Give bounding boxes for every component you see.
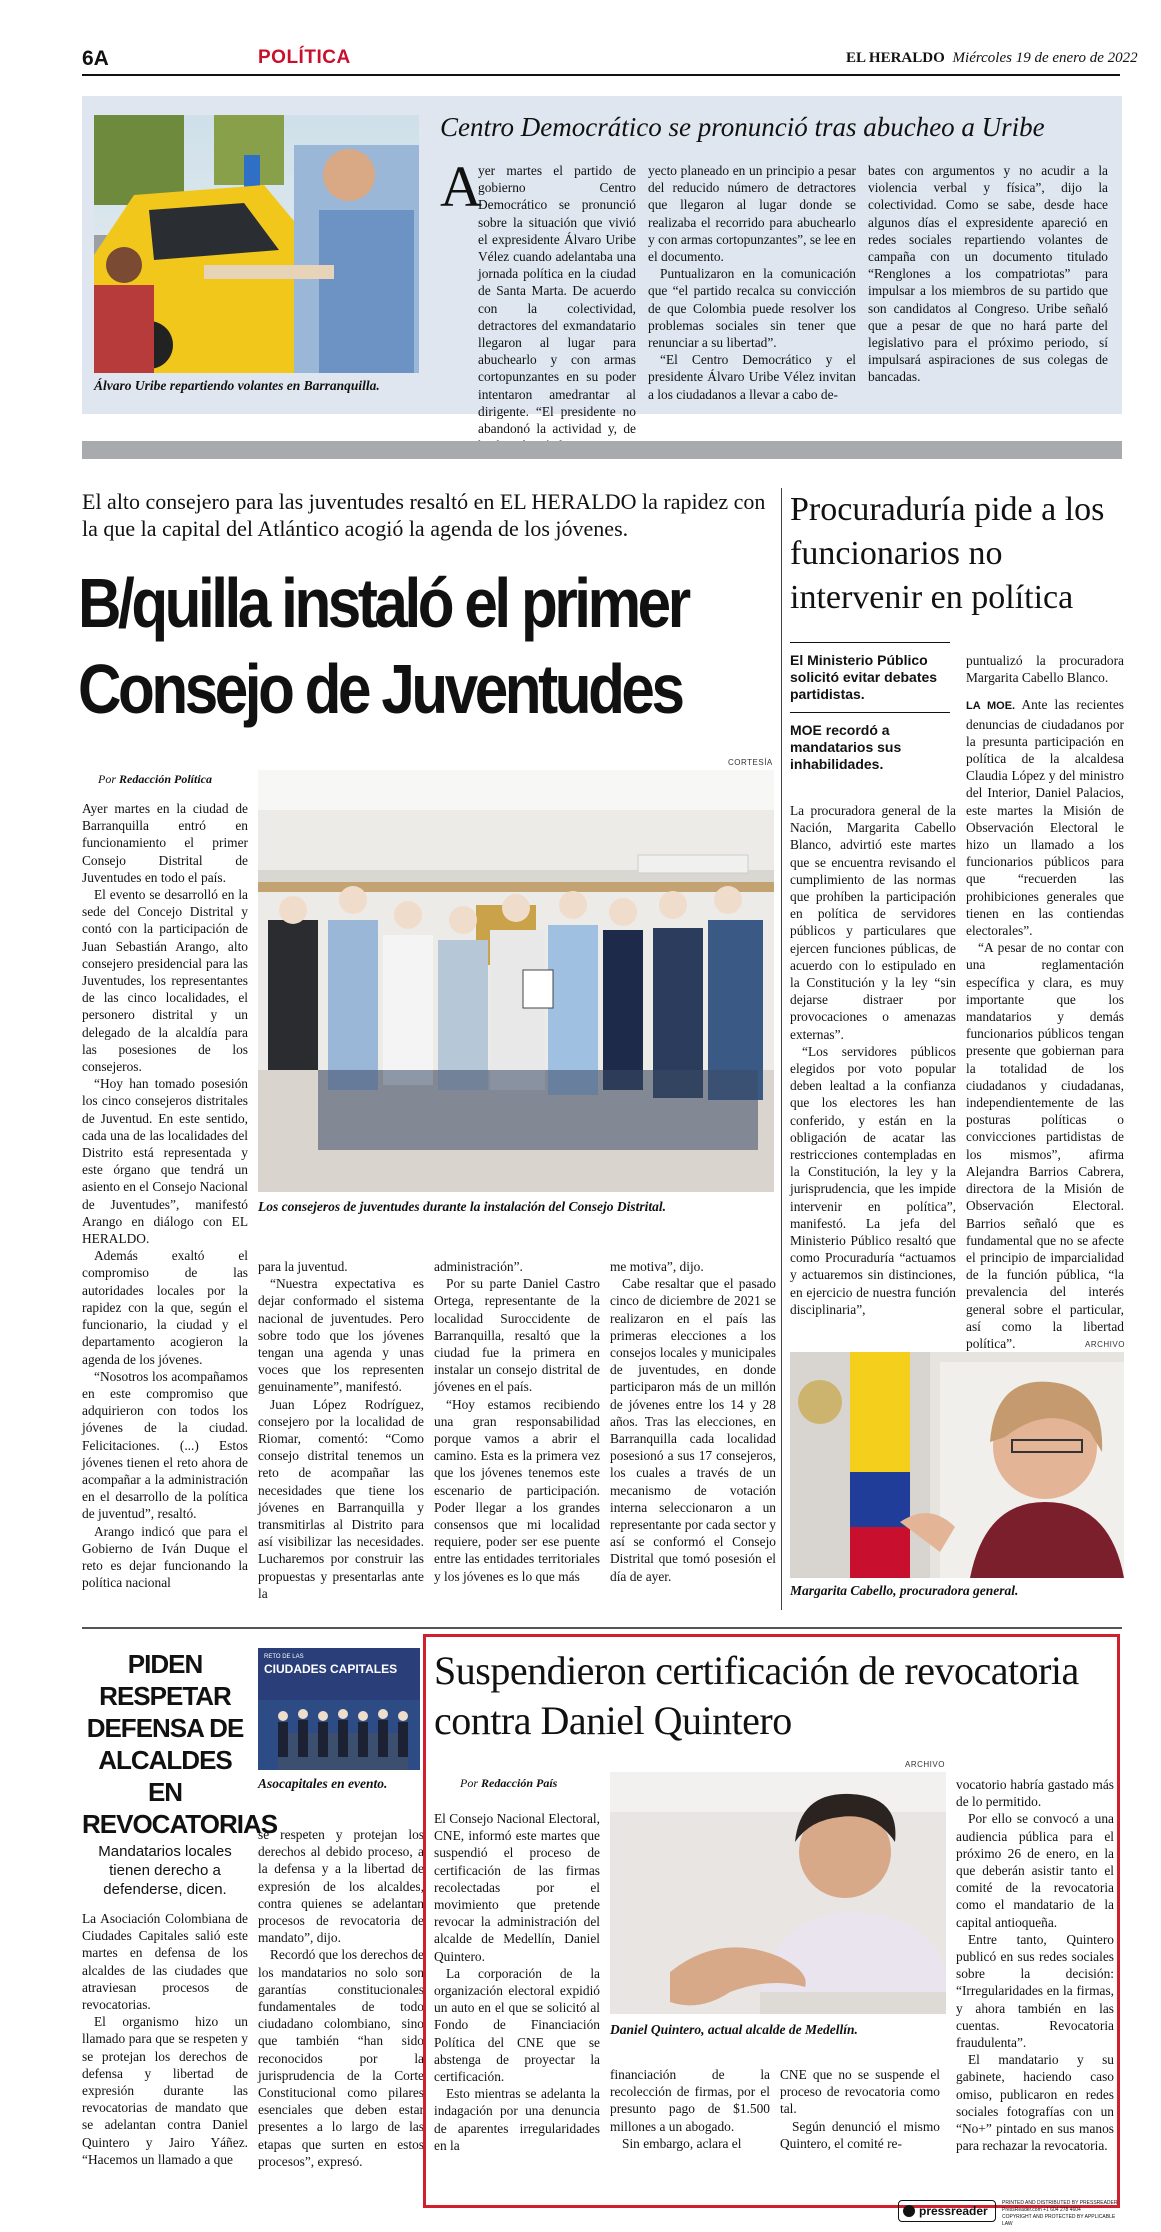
main-kicker: El alto consejero para las juventudes resaltó en EL HERALDO la rapidez con la que la capital del Atlántico acogió la agenda de los jóvenes.	[82, 489, 766, 541]
quintero-col2-p2: Sin embargo, aclara el	[622, 2135, 742, 2151]
procuraduria-col2-first: puntualizó la procuradora Margarita Cabello Blanco.	[966, 653, 1124, 686]
quintero-col4-p2: Por ello se convocó a una audiencia pública para el próximo 26 de enero, en la que deberán asistir tanto el comité de la revocatoria como el mandatario de la capital antioqueña.	[956, 1811, 1114, 1930]
column-divider	[781, 488, 782, 1610]
moe-label: LA MOE.	[966, 700, 1016, 713]
quintero-col1-p1: El Consejo Nacional Electoral, CNE, informó este martes que suspendió el proceso de certificación de las firmas recolectadas por el movimiento que pretende revocar la administración del alcalde de Medellín, Daniel Quintero.	[434, 1811, 600, 1964]
main-byline-name: Redacción Política	[119, 772, 212, 786]
main-col4	[610, 1258, 776, 1598]
alcaldes-col2	[258, 1826, 424, 2178]
pressreader-notes	[1002, 2200, 1120, 2228]
quintero-byline-name: Redacción País	[481, 1776, 558, 1790]
main-byline-prefix: Por	[98, 772, 116, 786]
quintero-col4-p1: vocatorio habría gastado más de lo permitido.	[956, 1777, 1114, 1810]
drop-cap: A	[440, 154, 482, 219]
pressreader-brand: pressreader	[919, 2204, 988, 2218]
top-story-col2-c: “El Centro Democrático y el presidente Álvaro Uribe Vélez invitan a los ciudadanos a llevar a cabo de-	[648, 352, 856, 402]
asocapitales-caption: Asocapitales en evento.	[258, 1776, 388, 1791]
gray-band	[82, 441, 1122, 459]
quintero-col1-p2: La corporación de la organización electoral expidió un auto en el que se solicitó al Fondo de Financiación Política del CNE que se abstenga de proyectar la certificación.	[434, 1965, 600, 2085]
main-col1	[82, 800, 248, 1600]
juventudes-caption: Los consejeros de juventudes durante la instalación del Consejo Distrital.	[258, 1199, 667, 1214]
main-col2-p1: para la juventud.	[258, 1259, 348, 1274]
procuraduria-rule	[790, 642, 950, 643]
procuraduria-col1-p1: La procuradora general de la Nación, Margarita Cabello Blanco, advirtió este martes que se encuentra revisando el cumplimiento de las normas que prohíben la participación en política de servidores públicos y particulares que ejercen funciones públicas, de acuerdo con lo estipulado en la Constitución y la ley “sin dejarse distraer por provocaciones o amenazas externas”.	[790, 803, 956, 1042]
alcaldes-deck: Mandatarios locales tienen derecho a defenderse, dicen.	[98, 1843, 232, 1898]
quintero-headline: Suspendieron certificación de revocatoria contra Daniel Quintero	[434, 1648, 1079, 1743]
cabello-caption: Margarita Cabello, procuradora general.	[790, 1583, 1019, 1598]
main-col3-p1: administración”.	[434, 1259, 523, 1274]
main-col1-p4: Además exaltó el compromiso de las autoridades locales por la rapidez con la que, según el funcionario, la ciudad y el departamento acogieron la agenda de los jóvenes.	[82, 1248, 248, 1367]
masthead-paper	[846, 50, 1138, 67]
quintero-byline-prefix: Por	[460, 1776, 478, 1790]
juventudes-photo[interactable]	[258, 770, 774, 1192]
quintero-photo-credit: ARCHIVO	[905, 1760, 945, 1769]
top-story-col1	[440, 162, 636, 437]
quintero-caption: Daniel Quintero, actual alcalde de Medellín.	[610, 2022, 858, 2037]
top-story-col3-text: bates con argumentos y no acudir a la violencia verbal y física”, dijo la colectividad. Como se sabe, desde hace algunos días el expresidente apareció en redes sociales repartiendo volantes de campaña con un documento titulado “Renglones a los compatriotas” para impulsar a los miembros de su partido que son candidatos al Congreso. Uribe señaló que a pesar de que no hará parte del legislativo para el próximo periodo, sí impulsará aspiraciones de sus colegas de bancadas.	[868, 163, 1108, 385]
alcaldes-col1-p1: La Asociación Colombiana de Ciudades Capitales salió este martes en defensa de los alcaldes de las ciudades que atraviesan procesos de revocatorias.	[82, 1911, 248, 2013]
quintero-col2	[610, 2066, 770, 2186]
section-name: POLÍTICA	[258, 47, 351, 68]
pressreader-note1: PRINTED AND DISTRIBUTED BY PRESSREADER	[1002, 2200, 1118, 2206]
main-col2-p3: Juan López Rodríguez, consejero por la localidad de Riomar, comentó: “Como consejo distrital tenemos un reto de acompañar las necesidades que tiene los jóvenes en Barranquilla y transmitirlas al Distrito para así visibilizar las necesidades. Lucharemos por construir las propuestas y presentarlas ante la	[258, 1396, 424, 1601]
alcaldes-col1	[82, 1910, 248, 2178]
page-number: 6A	[82, 47, 109, 70]
quintero-col3-p2: Según denunció el mismo Quintero, el comité re-	[780, 2118, 940, 2151]
main-col2	[258, 1258, 424, 1601]
quintero-col4	[956, 1776, 1114, 2186]
alcaldes-col2-p1: se respeten y protejan los derechos al debido proceso, a la defensa y a la libertad de expresión de los alcaldes, contra quienes se adelantan procesos de revocatoria de mandato”, dijo.	[258, 1827, 424, 1946]
header-rule	[82, 74, 1120, 76]
quintero-col1-p3: Esto mientras se adelanta la indagación por una denuncia de aparentes irregularidades en la	[434, 2086, 600, 2153]
uribe-photo[interactable]	[94, 115, 419, 373]
main-col1-p2: El evento se desarrolló en la sede del Concejo Distrital y contó con la participación de Juan Sebastián Arango, alto consejero presidencial para las Juventudes, los representantes de las cinco localidades, el personero distrital y un delegado de la alcaldía para las posesiones de los consejeros.	[82, 887, 248, 1075]
alcaldes-col1-p2: El organismo hizo un llamado para que se respeten y se protejan los derechos de defensa y libertad de expresión durante las revocatorias de mandato que se adelantan contra Daniel Quintero y Jairo Yáñez. “Hacemos un llamado a que	[82, 2014, 248, 2167]
main-col1-p1: Ayer martes en la ciudad de Barranquilla entró en funcionamiento el primer Consejo Distrital de Juventudes en todo el país.	[82, 801, 248, 885]
main-col2-p2: “Nuestra expectativa es dejar conformado el sistema nacional de juventudes. Pero sobre todo que los jóvenes tengan una agenda y unas voces que los representen genuinamente”, manifestó.	[258, 1276, 424, 1395]
main-col3-p2: Por su parte Daniel Castro Ortega, representante de la localidad Suroccidente de Barranquilla, resaltó que la ciudad fue la primera en instalar un consejo distrital de jóvenes en el país.	[434, 1276, 600, 1395]
main-col3-p3: “Hoy estamos recibiendo una gran responsabilidad porque vamos a abrir el camino. Esta es la primera vez que los jóvenes tenemos este escenario de participación. Poder llegar a los grandes consensos que mi localidad requiere, poder ser ese puente entre las entidades territoriales y los jóvenes es lo que más	[434, 1396, 600, 1584]
procuraduria-col2-p2: “A pesar de no contar con una reglamentación específica y clara, es muy importante que los mandatarios y demás funcionarios públicos tengan presente que gobiernan para la totalidad de los ciudadanos y ciudadanas, independientemente de las posturas políticas o convicciones partidistas de los mismos”, afirma Alejandra Barrios Cabrera, directora de la Misión de Observación Electoral. Barrios señaló que es fundamental que no se afecte el principio de imparcialidad de la función pública, “la prevalencia del interés general sobre el particular, así como la libertad política”.	[966, 940, 1124, 1351]
main-col4-p1: me motiva”, dijo.	[610, 1259, 704, 1274]
section-divider	[82, 1627, 1122, 1629]
uribe-caption: Álvaro Uribe repartiendo volantes en Barranquilla.	[94, 378, 380, 393]
procuraduria-col2-p1	[966, 696, 1124, 939]
main-col1-p5: “Nosotros los acompañamos en este compromiso que adquirieron con todos los jóvenes de la ciudad. Felicitaciones. (...) Estos jóvenes tienen el reto ahora de acompañar a la administración en el desarrollo de la política de juventud”, resaltó.	[82, 1368, 248, 1522]
top-story-headline: Centro Democrático se pronunció tras abucheo a Uribe	[440, 112, 1045, 142]
procuraduria-deck1: El Ministerio Público solicitó evitar debates partidistas.	[790, 652, 938, 702]
pressreader-icon	[903, 2205, 915, 2217]
procuraduria-col1-p2: “Los servidores públicos elegidos por voto popular deben lealtad a la confianza que los electores les han conferido, y están en la obligación de acatar las restricciones contempladas en la Constitución, la ley y la jurisprudencia, que les impide intervenir en política”, manifestó. La jefa del Ministerio Público resaltó que como Procuraduría “actuamos y actuaremos sin distinciones, en ejercicio de nuestra función disciplinaria”,	[790, 1043, 956, 1317]
quintero-col4-p3: Entre tanto, Quintero publicó en sus redes sociales sobre la decisión: “Irregularidades en la firmas, y ahora también en las cuentas. Revocatoria fraudulenta”.	[956, 1931, 1114, 2051]
procuraduria-col2-p1-text: Ante las recientes denuncias de ciudadanos por la presunta participación en política de la alcaldesa Claudia López y del ministro del Interior, Daniel Palacios, este martes la Misión de Observación Electoral le hizo un llamado a los funcionarios públicos para que “recuerden las prohibiciones generales que tienen en las contiendas electorales”.	[966, 697, 1124, 939]
main-col1-p3: “Hoy han tomado posesión los cinco consejeros distritales de Juventud. En este sentido, cada una de las localidades del Distrito está representada y este órgano que tendrá un asiento en el Consejo Nacional de Juventudes”, manifestó Arango en diálogo con EL HERALDO.	[82, 1076, 248, 1247]
main-col1-p6: Arango indicó que para el Gobierno de Iván Duque el reto es dejar funcionando la política nacional	[82, 1523, 248, 1591]
paper-name: EL HERALDO	[846, 50, 945, 66]
cabello-photo[interactable]	[790, 1352, 1124, 1578]
main-col4-p2: Cabe resaltar que el pasado cinco de diciembre de 2021 se realizaron en el país las primeras elecciones a los consejos locales y municipales de juventudes, en donde participaron más de un millón de jóvenes entre los 14 y 28 años. Tras las elecciones, en Barranquilla cada localidad posesionó a sus 17 consejeros, los cuales a través de un mecanismo de votación interna seleccionaron a un representante por cada sector y así se conformó el Consejo Distrital que tomó posesión el día de ayer.	[610, 1276, 776, 1584]
main-col3	[434, 1258, 600, 1598]
quintero-photo[interactable]	[610, 1772, 946, 2014]
top-story-col2-a: yecto planeado en un principio a pesar del reducido número de detractores que llegaron al lugar donde se realizaba el recorrido para abuchearlo y con armas cortopunzantes”, se lee en el documento.	[648, 163, 856, 265]
pressreader-logo[interactable]	[898, 2200, 996, 2222]
cabello-photo-credit: ARCHIVO	[1085, 1340, 1125, 1349]
alcaldes-col2-p2: Recordó que los derechos de los mandatarios no solo son garantías constitucionales fundamentales de todo ciudadano colombiano, sino que también “han sido reconocidos por la jurisprudencia de la Corte Constitucional como pilares esenciales que deben estar presentes a lo largo de las etapas que surten en estos procesos”, expresó.	[258, 1947, 424, 2169]
main-headline: B/quilla instaló el primer Consejo de Juventudes	[78, 564, 688, 728]
top-story-col2-b: Puntualizaron en la comunicación que “el partido recalca su convicción de que Colombia puede resolver los problemas sociales sin tener que renunciar a su libertad”.	[648, 266, 856, 351]
pressreader-note2: PressReader.com +1 604 278 4604	[1002, 2207, 1081, 2213]
procuraduria-deck2: MOE recordó a mandatarios sus inhabilidades.	[790, 722, 902, 772]
quintero-col3	[780, 2066, 940, 2186]
asocapitales-banner: CIUDADES CAPITALES	[264, 1662, 398, 1676]
pressreader-note3: COPYRIGHT AND PROTECTED BY APPLICABLE LAW	[1002, 2214, 1116, 2227]
top-story-col1-text: yer martes el partido de gobierno Centro Democrático se pronunció sobre la situación que vivió el expresidente Álvaro Uribe Vélez cuando adelantaba una jornada política en la ciudad de Santa Marta. De acuerdo con la colectividad, detractores del exmandatario llegaron al lugar para abuchearlo y con armas cortopunzantes en su poder intentaron amedrantar al dirigente. “El presidente no abandonó la actividad y, de	[478, 163, 636, 437]
main-byline	[98, 772, 212, 787]
quintero-byline	[460, 1776, 557, 1791]
quintero-col3-p1: CNE que no se suspende el proceso de revocatoria como tal.	[780, 2067, 940, 2117]
asocapitales-banner-small: RETO DE LAS	[264, 1654, 304, 1660]
procuraduria-col1	[790, 802, 956, 1324]
quintero-col2-p1: financiación de la recolección de firmas, por el presunto pago de $1.500 millones a un abogado.	[610, 2067, 770, 2134]
top-story-col2	[648, 162, 856, 402]
procuraduria-rule2	[790, 712, 950, 713]
main-photo-credit: CORTESÍA	[728, 758, 773, 767]
quintero-col1	[434, 1810, 600, 2184]
top-story-col3	[868, 162, 1108, 390]
alcaldes-headline: PIDEN RESPETAR DEFENSA DE ALCALDES EN REVOCATORIAS	[82, 1649, 278, 1839]
quintero-col4-p4: El mandatario y su gabinete, haciendo caso omiso, publicaron en redes sociales fotografías con un “No+” pintado en sus manos para rechazar la revocatoria.	[956, 2052, 1114, 2154]
procuraduria-headline: Procuraduría pide a los funcionarios no intervenir en política	[790, 491, 1105, 616]
issue-date: Miércoles 19 de enero de 2022	[952, 50, 1138, 66]
asocapitales-photo[interactable]	[258, 1648, 420, 1770]
